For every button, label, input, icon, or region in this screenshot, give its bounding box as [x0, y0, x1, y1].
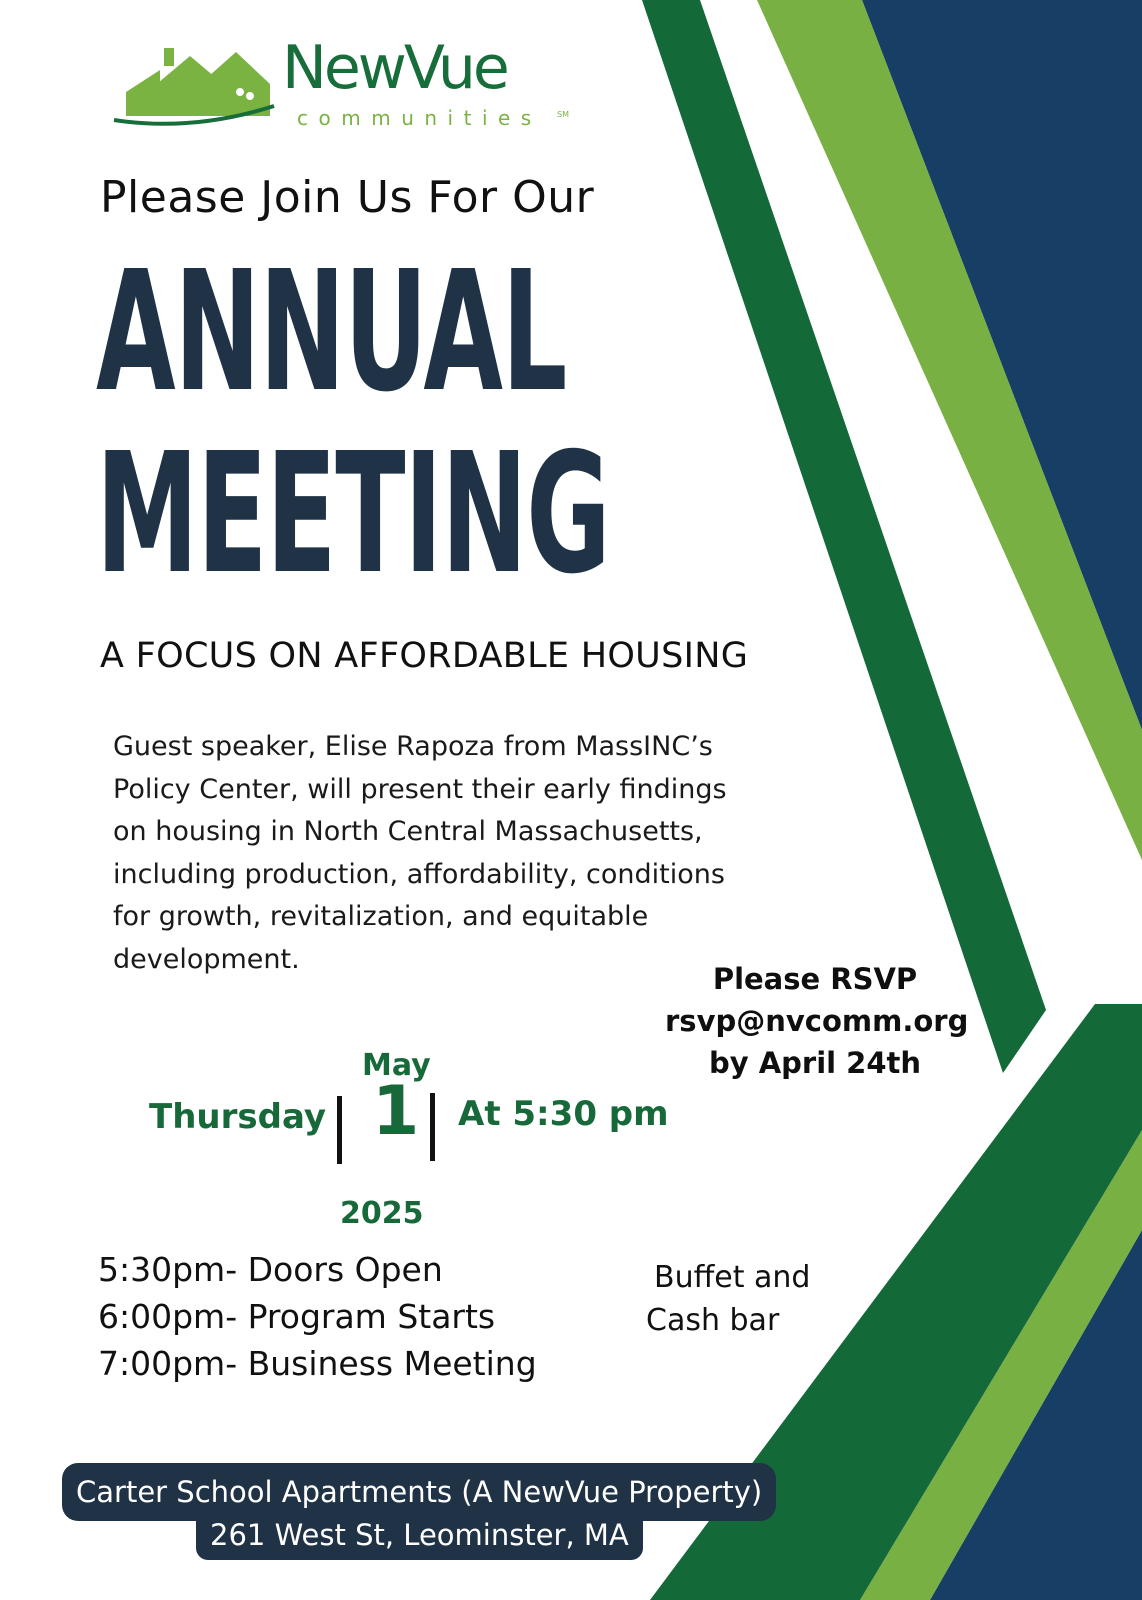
- intro-text: Please Join Us For Our: [100, 172, 595, 223]
- date-divider-left: [337, 1096, 342, 1164]
- description-line: development.: [113, 943, 300, 975]
- schedule-item: 6:00pm- Program Starts: [98, 1297, 496, 1336]
- description-line: including production, affordability, conditions: [113, 858, 725, 890]
- description-line: Policy Center, will present their early findings: [113, 773, 727, 805]
- logo-service-mark: SM: [557, 110, 569, 119]
- description-line: Guest speaker, Elise Rapoza from MassINC’s: [113, 731, 713, 762]
- date-divider-right: [430, 1093, 435, 1161]
- description-line: for growth, revitalization, and equitable: [113, 901, 649, 932]
- amenities-note: [646, 1256, 810, 1342]
- schedule-list: [98, 1246, 537, 1387]
- logo-wordmark: NewVue: [282, 33, 507, 103]
- amenity-line: Cash bar: [646, 1303, 780, 1338]
- date-year: 2025: [340, 1196, 424, 1231]
- schedule-item: 5:30pm- Doors Open: [98, 1250, 443, 1289]
- description-line: on housing in North Central Massachusetts,: [113, 816, 703, 847]
- venue-label: Carter School Apartments (A NewVue Property): [62, 1463, 776, 1521]
- logo-subtitle: communities: [297, 106, 542, 130]
- rsvp-email[interactable]: rsvp@nvcomm.org: [665, 1004, 969, 1038]
- focus-heading: A FOCUS ON AFFORDABLE HOUSING: [100, 636, 749, 676]
- date-weekday: Thursday: [149, 1097, 327, 1137]
- venue-address: 261 West St, Leominster, MA: [196, 1510, 643, 1560]
- event-description: [113, 726, 733, 981]
- rsvp-deadline: by April 24th: [708, 1046, 922, 1080]
- date-month: May: [362, 1048, 431, 1083]
- event-time: At 5:30 pm: [458, 1094, 669, 1134]
- title-line-1: ANNUAL: [96, 236, 567, 429]
- rsvp-label: Please RSVP: [712, 962, 918, 996]
- date-day: 1: [372, 1072, 420, 1151]
- title-line-2: MEETING: [96, 418, 610, 611]
- newvue-logo: [112, 33, 582, 140]
- houses-logo-icon: [112, 40, 282, 130]
- schedule-item: 7:00pm- Business Meeting: [98, 1344, 537, 1383]
- amenity-line: Buffet and: [654, 1260, 811, 1295]
- rsvp-block: [665, 958, 969, 1084]
